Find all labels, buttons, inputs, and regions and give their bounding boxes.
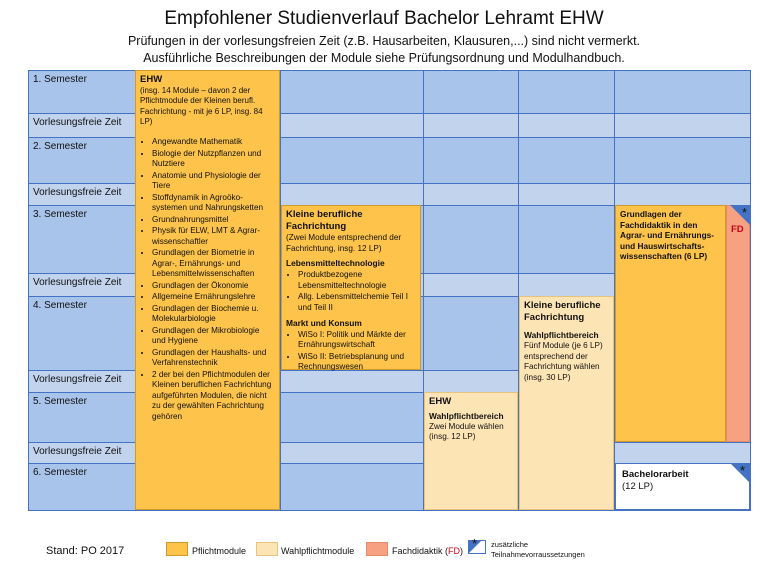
- grid-cell: [423, 183, 519, 206]
- fd-block: [615, 205, 726, 442]
- ba-star: *: [739, 463, 745, 478]
- kbf-wp-sub: Wahlpflichtbereich: [524, 330, 599, 341]
- legend-fd-label: Fachdidaktik (: [392, 546, 449, 556]
- grid-cell: [614, 137, 751, 184]
- grid-cell: [614, 442, 751, 464]
- row-label-break: Vorlesungsfreie Zeit: [33, 277, 122, 288]
- kbf-section-1-list: [286, 270, 416, 313]
- subtitle-line-2: Ausführliche Beschreibungen der Module siehe Prüfungsordnung und Modulhandbuch.: [143, 51, 625, 65]
- grid-cell: [518, 205, 615, 274]
- grid-cell: [423, 70, 519, 114]
- module-item: • Biologie der Nutzpflanzen und Nutztiere: [152, 149, 275, 170]
- legend-swatch-pflicht: [166, 542, 188, 556]
- grid-cell: [280, 442, 424, 464]
- legend-fd: [392, 546, 463, 556]
- module-item: • Angewandte Mathematik: [152, 137, 275, 148]
- grid-cell: [280, 183, 424, 206]
- ba-block: [615, 463, 750, 510]
- module-item: • Physik für ELW, LMT & Agrar-wissenschaftler: [152, 226, 275, 247]
- legend-fd-tag: FD: [448, 546, 461, 556]
- kbf-section-1: Lebensmitteltechnologie: [286, 258, 385, 269]
- module-item: • Stoffdynamik in Agroöko-systemen und Nahrungsketten: [152, 193, 275, 214]
- ehw-title: EHW: [140, 74, 163, 85]
- ehw-module-list: [140, 137, 275, 422]
- fd-corner-triangle: [730, 205, 750, 225]
- legend-swatch-wahl: [256, 542, 278, 556]
- module-item: • Anatomie und Physiologie der Tiere: [152, 171, 275, 192]
- grid-cell: [423, 370, 519, 393]
- kbf-wp-title: Kleine berufliche Fachrichtung: [524, 300, 601, 324]
- page-title: Empfohlener Studienverlauf Bachelor Lehramt EHW: [164, 8, 604, 29]
- row-label-break: Vorlesungsfreie Zeit: [33, 446, 122, 457]
- legend-wahl: Wahlpflichtmodule: [281, 546, 355, 556]
- fd-tag: FD: [731, 224, 744, 235]
- legend-pflicht: Pflichtmodule: [192, 546, 247, 556]
- module-item: • Grundnahrungsmittel: [152, 215, 275, 226]
- row-label-break: Vorlesungsfreie Zeit: [33, 374, 122, 385]
- module-item: • Grundlagen der Haushalts- und Verfahrenstechnik: [152, 348, 275, 369]
- ehw-wp-title: EHW: [429, 396, 452, 407]
- grid-cell: [614, 183, 751, 206]
- row-label-semester: 1. Semester: [33, 74, 87, 85]
- grid-cell: [518, 113, 615, 138]
- legend-note-1: zusätzliche: [491, 540, 529, 549]
- legend-note-2: Teilnahmevorraussetzungen: [491, 550, 585, 559]
- module-item: • WiSo I: Politik und Märkte der Ernährungswirtschaft: [298, 330, 416, 351]
- ehw-pflicht-block: [135, 70, 280, 510]
- kbf-wahlpflicht-block: [519, 296, 614, 510]
- module-item: • Grundlagen der Ökonomie: [152, 281, 275, 292]
- grid-cell: [423, 137, 519, 184]
- grid-cell: [280, 113, 424, 138]
- kbf-description: (Zwei Module entsprechend der Fachrichtung, insg. 12 LP): [286, 233, 402, 253]
- module-item: • 2 der bei den Pflichtmodulen der Kleinen beruflichen Fachrichtung aufgeführten Modulen, die nicht zu der gewählten Fachrichtung gehören: [152, 370, 275, 423]
- grid-cell: [423, 113, 519, 138]
- module-item: • Grundlagen der Mikrobiologie und Hygiene: [152, 326, 275, 347]
- row-label-semester: 6. Semester: [33, 467, 87, 478]
- module-item: • Allgemeine Ernährungslehre: [152, 292, 275, 303]
- grid-cell: [614, 70, 751, 114]
- grid-cell: [280, 392, 424, 443]
- module-item: • WiSo II: Betriebsplanung und Rechnungswesen: [298, 352, 416, 373]
- ehw-wp-desc: Zwei Module wählen (insg. 12 LP): [429, 421, 504, 442]
- row-label-break: Vorlesungsfreie Zeit: [33, 117, 122, 128]
- module-item: • Grundlagen der Biometrie in Agrar-, Ernährungs- und Lebensmittelwissenschaften: [152, 248, 275, 280]
- ehw-description: (insg. 14 Module – davon 2 der Pflichtmodule der Kleinen berufl. Fachrichtung - mit je 6 LP, insg. 84 LP): [140, 86, 263, 126]
- grid-cell: [280, 137, 424, 184]
- grid-cell: [423, 273, 519, 297]
- grid-cell: [518, 183, 615, 206]
- kbf-section-2: Markt und Konsum: [286, 318, 362, 329]
- grid-cell: [280, 70, 424, 114]
- row-label-semester: 5. Semester: [33, 396, 87, 407]
- kbf-section-2-list: [286, 330, 416, 373]
- module-item: • Allg. Lebensmittelchemie Teil I und Teil II: [298, 292, 416, 313]
- row-label-semester: 2. Semester: [33, 141, 87, 152]
- fd-side-strip: [726, 205, 750, 442]
- ehw-wahlpflicht-block: [424, 392, 518, 510]
- ba-title: Bachelorarbeit: [622, 469, 689, 480]
- grid-cell: [423, 205, 519, 274]
- legend-stand: Stand: PO 2017: [46, 545, 125, 557]
- grid-cell: [518, 70, 615, 114]
- ehw-wp-sub: Wahlpflichtbereich: [429, 411, 504, 422]
- grid-cell: [518, 137, 615, 184]
- row-label-semester: 4. Semester: [33, 300, 87, 311]
- kbf-wp-desc: Fünf Module (je 6 LP) entsprechend der Fachrichtung wählen (insg. 30 LP): [524, 341, 603, 382]
- grid-cell: [614, 113, 751, 138]
- ba-lp: (12 LP): [622, 481, 654, 493]
- grid-cell: [518, 273, 615, 297]
- grid-cell: [423, 296, 519, 371]
- module-item: • Produktbezogene Lebensmitteltechnologie: [298, 270, 416, 291]
- legend-swatch-fd: [366, 542, 388, 556]
- subtitle-line-1: Prüfungen in der vorlesungsfreien Zeit (z.B. Hausarbeiten, Klausuren,...) sind nicht vermerkt.: [127, 34, 641, 48]
- kbf-title: Kleine berufliche Fachrichtung: [286, 209, 363, 233]
- fd-star: *: [741, 205, 747, 220]
- legend-fd-close: ): [460, 546, 464, 556]
- module-item: • Grundlagen der Biochemie u. Molekularbiologie: [152, 304, 275, 325]
- fd-title: Grundlagen der Fachdidaktik in den Agrar- und Ernährungs- und Hauswirtschafts-wissenschaften (6 LP): [620, 209, 715, 262]
- grid-cell: [280, 463, 424, 511]
- row-label-semester: 3. Semester: [33, 209, 87, 220]
- row-label-break: Vorlesungsfreie Zeit: [33, 187, 122, 198]
- grid-cell: [280, 370, 424, 393]
- kbf-pflicht-block: [281, 205, 421, 370]
- legend-star: *: [472, 536, 478, 551]
